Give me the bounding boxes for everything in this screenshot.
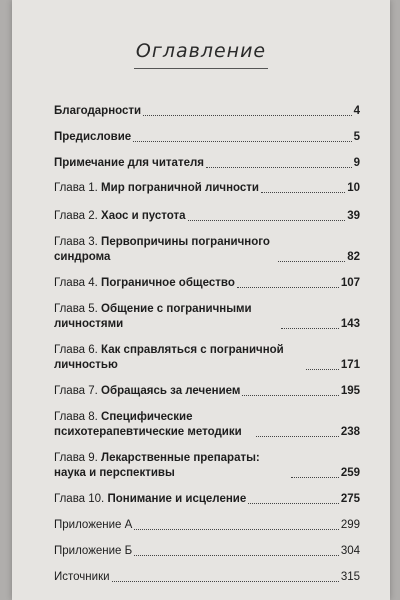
toc-entry (54, 104, 360, 119)
toc-entry-title: Как справляться с пограничной личностью (54, 344, 284, 371)
toc-entry-prefix: Глава 7. (54, 385, 102, 397)
dot-leader (256, 436, 339, 437)
dot-leader (206, 167, 352, 168)
toc-entry-page: 304 (340, 545, 360, 557)
dot-leader (242, 395, 338, 396)
dot-leader (306, 369, 339, 370)
toc-entry-title: Мир пограничной личности (101, 182, 259, 194)
toc-entry-title: Понимание и исцеление (107, 493, 247, 505)
dot-leader (278, 261, 345, 262)
toc-entry-title: Первопричины пограничного синдрома (54, 236, 270, 263)
toc-entry-title: Пограничное общество (101, 277, 235, 289)
toc-entry-prefix: Глава 6. (54, 344, 102, 356)
toc-entry (54, 302, 360, 332)
toc-entry-text (54, 384, 240, 399)
toc-entry-title: Предисловие (54, 131, 132, 143)
toc-entry-title: Обращаясь за лечением (101, 385, 241, 397)
toc-entry (54, 570, 360, 585)
toc-entry-text (54, 410, 254, 440)
toc-entry (54, 492, 360, 507)
toc-entry-prefix: Глава 3. (54, 236, 102, 248)
toc-entry-text (54, 544, 132, 559)
toc-entry-page: 4 (353, 105, 360, 117)
toc-entry (54, 518, 360, 533)
toc-entry-page: 171 (340, 359, 360, 371)
toc-entry-text (54, 104, 141, 119)
dot-leader (261, 192, 345, 193)
toc-entry (54, 209, 360, 224)
toc-entry-page: 275 (340, 493, 360, 505)
dot-leader (133, 141, 351, 142)
toc-entry (54, 451, 360, 481)
toc-entry-prefix: Глава 1. (54, 182, 102, 194)
toc-entry-title: Хаос и пустота (101, 210, 186, 222)
dot-leader (291, 477, 339, 478)
toc-entry-page: 238 (340, 426, 360, 438)
toc-entry-text (54, 302, 279, 332)
table-of-contents (54, 100, 360, 585)
toc-entry (54, 384, 360, 399)
toc-entry-page: 10 (347, 182, 360, 194)
toc-entry-text (54, 570, 110, 585)
book-page (12, 0, 390, 600)
toc-entry-text (54, 343, 304, 373)
toc-entry (54, 410, 360, 440)
toc-entry-prefix: Глава 4. (54, 277, 102, 289)
toc-entry (54, 544, 360, 559)
page-title: Оглавление (135, 40, 267, 62)
dot-leader (134, 555, 339, 556)
toc-entry-title: Общение с пограничными личностями (54, 303, 252, 330)
toc-entry-title: Лекарственные препараты: наука и перспективы (54, 452, 260, 479)
toc-entry-page: 259 (340, 467, 360, 479)
toc-entry-page: 195 (340, 385, 360, 397)
toc-entry-prefix: Глава 2. (54, 210, 102, 222)
toc-entry-page: 315 (340, 571, 360, 583)
toc-entry-page: 107 (340, 277, 360, 289)
dot-leader (248, 503, 339, 504)
toc-entry-page: 143 (340, 318, 360, 330)
toc-entry (54, 235, 360, 265)
toc-entry (54, 276, 360, 291)
toc-entry-title: Примечание для читателя (54, 157, 204, 169)
toc-entry-text (54, 492, 246, 507)
toc-entry-text (54, 156, 204, 171)
toc-entry-page: 299 (340, 519, 360, 531)
toc-entry-text (54, 276, 235, 291)
dot-leader (237, 287, 339, 288)
toc-entry-title: Приложение Б (54, 545, 133, 557)
dot-leader (188, 220, 346, 221)
dot-leader (281, 328, 339, 329)
toc-entry-prefix: Глава 8. (54, 411, 102, 423)
toc-entry-title: Специфические психотерапевтические методики (54, 411, 242, 438)
toc-entry (54, 181, 360, 196)
toc-entry-page: 82 (347, 251, 360, 263)
toc-entry-text (54, 235, 276, 265)
dot-leader (143, 115, 351, 116)
toc-entry-text (54, 209, 186, 224)
toc-entry-text (54, 518, 132, 533)
toc-entry (54, 343, 360, 373)
toc-entry-page: 39 (347, 210, 360, 222)
toc-entry-page: 5 (353, 131, 360, 143)
toc-entry-page: 9 (353, 157, 360, 169)
toc-entry (54, 156, 360, 171)
toc-entry-text (54, 181, 259, 196)
title-underline (134, 68, 268, 69)
dot-leader (134, 529, 338, 530)
toc-entry (54, 130, 360, 145)
dot-leader (112, 581, 339, 582)
toc-entry-title: Приложение А (54, 519, 133, 531)
toc-entry-title: Благодарности (54, 105, 142, 117)
toc-entry-title: Источники (54, 571, 110, 583)
toc-entry-prefix: Глава 5. (54, 303, 102, 315)
toc-entry-prefix: Глава 9. (54, 452, 102, 464)
toc-entry-text (54, 451, 289, 481)
toc-entry-text (54, 130, 131, 145)
toc-entry-prefix: Глава 10. (54, 493, 108, 505)
